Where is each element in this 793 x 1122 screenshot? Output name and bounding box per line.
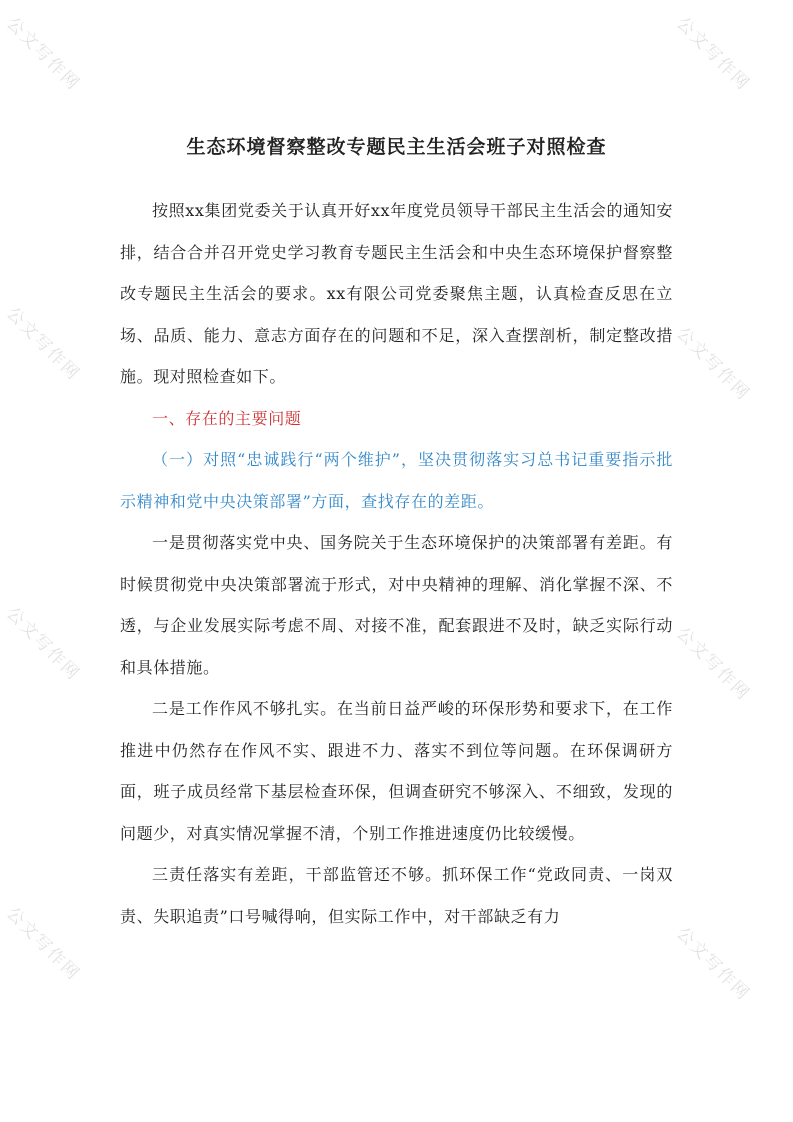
section-heading: 一、存在的主要问题 — [152, 408, 302, 428]
body-paragraph: 一是贯彻落实党中央、国务院关于生态环境保护的决策部署有差距。有时候贯彻党中央决策部署流于形式，对中央精神的理解、消化掌握不深、不透，与企业发展实际考虑不周、对接不准，配套跟进不及时，缺乏实际行动和具体措施。 — [120, 533, 673, 677]
watermark-text: 公文写作网 — [2, 13, 84, 95]
watermark-text: 公文写作网 — [2, 603, 84, 685]
document-body — [120, 128, 673, 937]
watermark-text: 公文写作网 — [672, 623, 754, 705]
watermark-text: 公文写作网 — [2, 303, 84, 385]
intro-paragraph: 按照xx集团党委关于认真开好xx年度党员领导干部民主生活会的通知安排，结合合并召开党史学习教育专题民主生活会和中央生态环境保护督察整改专题民主生活会的要求。xx有限公司党委聚焦主题，认真检查反思在立场、品质、能力、意志方面存在的问题和不足，深入查摆剖析，制定整改措施。现对照检查如下。 — [120, 201, 673, 386]
body-paragraph: 三责任落实有差距，干部监管还不够。抓环保工作“党政同责、一岗双责、失职追责”口号喊得响，但实际工作中，对干部缺乏有力 — [120, 865, 673, 926]
watermark-text: 公文写作网 — [672, 923, 754, 1005]
subsection-heading: （一）对照“忠诚践行“两个维护”，坚决贯彻落实习总书记重要指示批示精神和党中央决策部署”方面，查找存在的差距。 — [120, 450, 673, 511]
body-paragraph: 二是工作作风不够扎实。在当前日益严峻的环保形势和要求下，在工作推进中仍然存在作风不实、跟进不力、落实不到位等问题。在环保调研方面，班子成员经常下基层检查环保，但调查研究不够深入、不细致，发现的问题少，对真实情况掌握不清，个别工作推进速度仍比较缓慢。 — [120, 699, 673, 843]
watermark-text: 公文写作网 — [672, 323, 754, 405]
document-title: 生态环境督察整改专题民主生活会班子对照检查 — [186, 136, 607, 158]
watermark-text: 公文写作网 — [672, 13, 754, 95]
watermark-text: 公文写作网 — [2, 903, 84, 985]
